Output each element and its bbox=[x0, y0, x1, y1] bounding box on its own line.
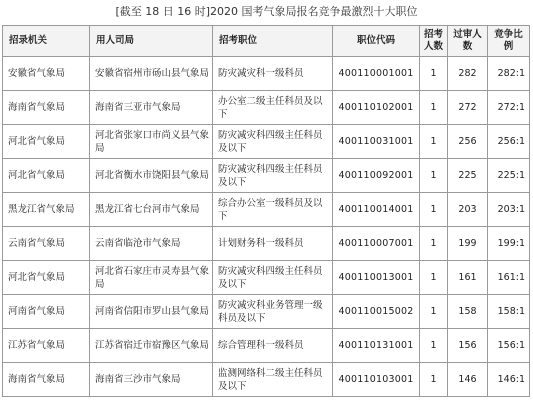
table-row bbox=[3, 193, 530, 227]
cell-passed: 282 bbox=[448, 57, 488, 91]
table-header-row bbox=[3, 26, 530, 57]
cell-position: 办公室二级主任科员及以下 bbox=[213, 91, 333, 125]
cell-code: 400110103001 bbox=[333, 363, 420, 397]
cell-quota: 1 bbox=[420, 227, 448, 261]
cell-org: 黑龙江省气象局 bbox=[3, 193, 90, 227]
cell-org: 海南省气象局 bbox=[3, 91, 90, 125]
table-row bbox=[3, 125, 530, 159]
cell-unit: 江苏省宿迁市宿豫区气象局 bbox=[90, 329, 213, 363]
cell-quota: 1 bbox=[420, 57, 448, 91]
cell-quota: 1 bbox=[420, 295, 448, 329]
cell-position: 综合办公室一级科员及以下 bbox=[213, 193, 333, 227]
cell-quota: 1 bbox=[420, 329, 448, 363]
cell-quota: 1 bbox=[420, 193, 448, 227]
cell-org: 安徽省气象局 bbox=[3, 57, 90, 91]
cell-org: 云南省气象局 bbox=[3, 227, 90, 261]
cell-unit: 海南省三沙市气象局 bbox=[90, 363, 213, 397]
cell-code: 400110102001 bbox=[333, 91, 420, 125]
cell-org: 河北省气象局 bbox=[3, 125, 90, 159]
table-row bbox=[3, 295, 530, 329]
cell-position: 防灾减灾科四级主任科员及以下 bbox=[213, 159, 333, 193]
cell-position: 防灾减灾科四级主任科员及以下 bbox=[213, 125, 333, 159]
cell-unit: 河北省张家口市尚义县气象局 bbox=[90, 125, 213, 159]
cell-ratio: 203:1 bbox=[488, 193, 530, 227]
cell-position: 防灾减灾科四级主任科员及以下 bbox=[213, 261, 333, 295]
header-ratio: 竞争比例 bbox=[488, 26, 530, 57]
cell-org: 河北省气象局 bbox=[3, 159, 90, 193]
cell-code: 400110007001 bbox=[333, 227, 420, 261]
cell-org: 海南省气象局 bbox=[3, 363, 90, 397]
cell-passed: 199 bbox=[448, 227, 488, 261]
positions-table bbox=[2, 25, 530, 397]
cell-code: 400110001001 bbox=[333, 57, 420, 91]
cell-position: 计划财务科一级科员 bbox=[213, 227, 333, 261]
cell-code: 400110031001 bbox=[333, 125, 420, 159]
header-code: 职位代码 bbox=[333, 26, 420, 57]
cell-ratio: 161:1 bbox=[488, 261, 530, 295]
cell-ratio: 156:1 bbox=[488, 329, 530, 363]
table-row bbox=[3, 363, 530, 397]
cell-quota: 1 bbox=[420, 261, 448, 295]
cell-code: 400110131001 bbox=[333, 329, 420, 363]
cell-quota: 1 bbox=[420, 159, 448, 193]
cell-quota: 1 bbox=[420, 91, 448, 125]
cell-passed: 225 bbox=[448, 159, 488, 193]
cell-unit: 云南省临沧市气象局 bbox=[90, 227, 213, 261]
cell-code: 400110092001 bbox=[333, 159, 420, 193]
cell-unit: 河南省信阳市罗山县气象局 bbox=[90, 295, 213, 329]
header-org: 招录机关 bbox=[3, 26, 90, 57]
table-row bbox=[3, 159, 530, 193]
cell-org: 河南省气象局 bbox=[3, 295, 90, 329]
header-passed: 过审人数 bbox=[448, 26, 488, 57]
cell-passed: 156 bbox=[448, 329, 488, 363]
cell-code: 400110015002 bbox=[333, 295, 420, 329]
cell-quota: 1 bbox=[420, 363, 448, 397]
cell-passed: 146 bbox=[448, 363, 488, 397]
cell-ratio: 225:1 bbox=[488, 159, 530, 193]
header-unit: 用人司局 bbox=[90, 26, 213, 57]
table-row bbox=[3, 261, 530, 295]
cell-ratio: 282:1 bbox=[488, 57, 530, 91]
page-title: [截至 18 日 16 时]2020 国考气象局报名竞争最激烈十大职位 bbox=[115, 5, 418, 18]
cell-code: 400110014001 bbox=[333, 193, 420, 227]
cell-position: 综合管理科一级科员 bbox=[213, 329, 333, 363]
cell-unit: 安徽省宿州市砀山县气象局 bbox=[90, 57, 213, 91]
cell-passed: 203 bbox=[448, 193, 488, 227]
cell-ratio: 199:1 bbox=[488, 227, 530, 261]
cell-passed: 272 bbox=[448, 91, 488, 125]
cell-code: 400110013001 bbox=[333, 261, 420, 295]
cell-org: 江苏省气象局 bbox=[3, 329, 90, 363]
cell-passed: 158 bbox=[448, 295, 488, 329]
header-position: 招考职位 bbox=[213, 26, 333, 57]
table-row bbox=[3, 329, 530, 363]
cell-passed: 256 bbox=[448, 125, 488, 159]
table-row bbox=[3, 91, 530, 125]
cell-ratio: 256:1 bbox=[488, 125, 530, 159]
cell-position: 监测网络科二级主任科员及以下 bbox=[213, 363, 333, 397]
cell-quota: 1 bbox=[420, 125, 448, 159]
cell-unit: 河北省石家庄市灵寿县气象局 bbox=[90, 261, 213, 295]
cell-org: 河北省气象局 bbox=[3, 261, 90, 295]
cell-unit: 黑龙江省七台河市气象局 bbox=[90, 193, 213, 227]
table-row bbox=[3, 57, 530, 91]
cell-unit: 海南省三亚市气象局 bbox=[90, 91, 213, 125]
cell-position: 防灾减灾科一级科员 bbox=[213, 57, 333, 91]
cell-position: 防灾减灾科业务管理一级科员及以下 bbox=[213, 295, 333, 329]
cell-ratio: 272:1 bbox=[488, 91, 530, 125]
table-row bbox=[3, 227, 530, 261]
cell-ratio: 146:1 bbox=[488, 363, 530, 397]
cell-ratio: 158:1 bbox=[488, 295, 530, 329]
header-quota: 招考人数 bbox=[420, 26, 448, 57]
cell-unit: 河北省衡水市饶阳县气象局 bbox=[90, 159, 213, 193]
cell-passed: 161 bbox=[448, 261, 488, 295]
